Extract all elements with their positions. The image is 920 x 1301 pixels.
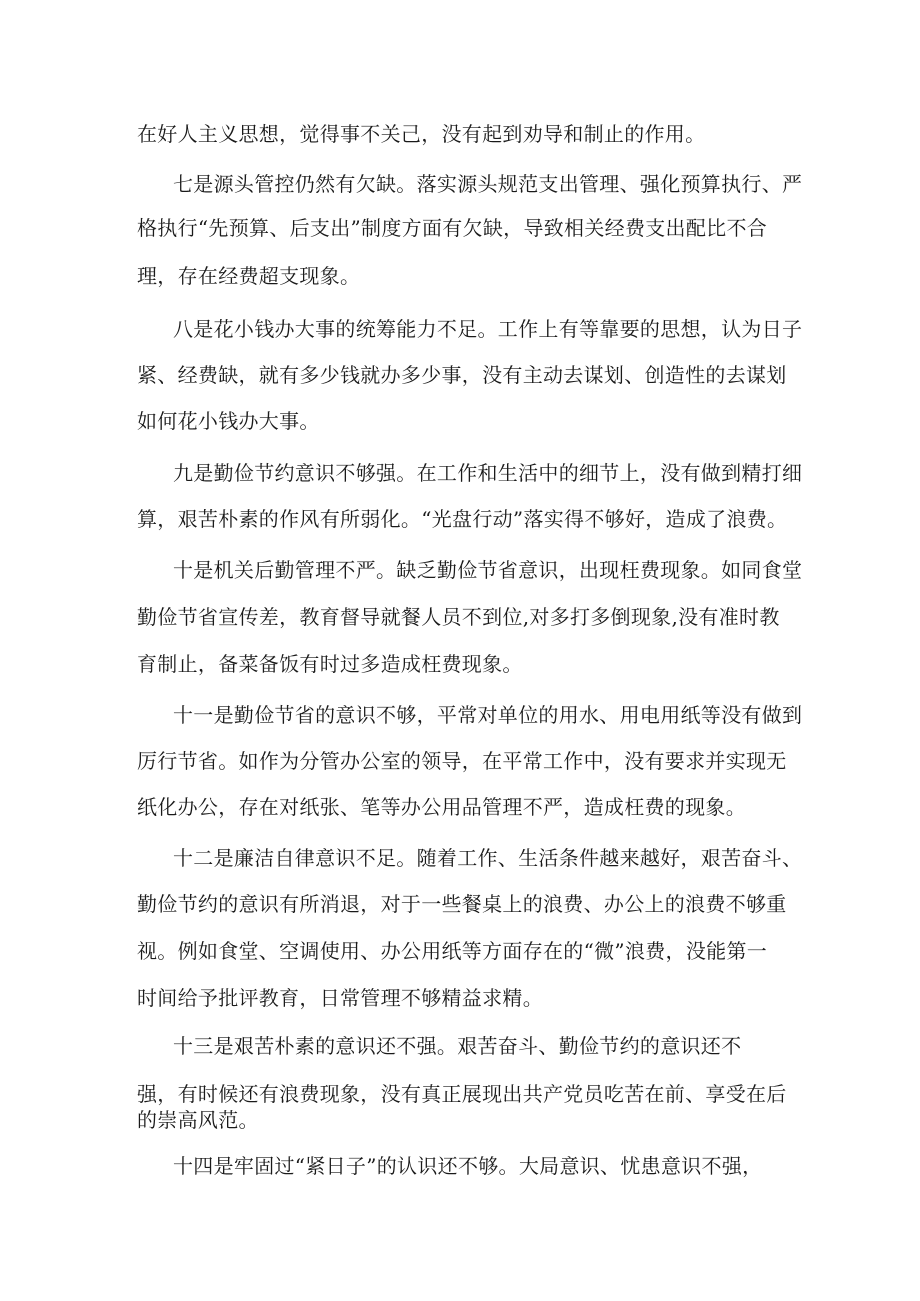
text-line: 视。例如食堂、空调使用、办公用纸等方面存在的“微”浪费，没能第一	[137, 939, 768, 963]
text-line: 十四是牢固过“紧日子”的认识还不够。大局意识、忧患意识不强，	[173, 1154, 763, 1178]
text-line: 十一是勤俭节省的意识不够，平常对单位的用水、用电用纸等没有做到	[173, 703, 803, 727]
text-line: 如何花小钱办大事。	[137, 409, 320, 433]
text-line: 十二是廉洁自律意识不足。随着工作、生活条件越来越好，艰苦奋斗、	[173, 846, 803, 870]
text-line: 时间给予批评教育，日常管理不够精益求精。	[137, 986, 543, 1010]
text-line: 八是花小钱办大事的统筹能力不足。工作上有等靠要的思想，认为日子	[173, 317, 803, 341]
text-line: 紧、经费缺，就有多少钱就办多少事，没有主动去谋划、创造性的去谋划	[137, 363, 787, 387]
text-line: 勤俭节省宣传差，教育督导就餐人员不到位,对多打多倒现象,没有准时教	[137, 605, 780, 629]
text-line: 十是机关后勤管理不严。缺乏勤俭节省意识，出现枉费现象。如同食堂	[173, 558, 803, 582]
text-line: 格执行“先预算、后支出”制度方面有欠缺，导致相关经费支出配比不合	[137, 216, 768, 240]
text-line: 九是勤俭节约意识不够强。在工作和生活中的细节上，没有做到精打细	[173, 461, 803, 485]
text-line: 在好人主义思想，觉得事不关己，没有起到劝导和制止的作用。	[137, 122, 706, 146]
text-line: 强，有时候还有浪费现象，没有真正展现出共产党员吃苦在前、享受在后	[137, 1082, 787, 1106]
text-line: 勤俭节约的意识有所消退，对于一些餐桌上的浪费、办公上的浪费不够重	[137, 892, 787, 916]
text-line: 算，艰苦朴素的作风有所弱化。“光盘行动”落实得不够好，造成了浪费。	[137, 507, 788, 531]
text-line: 育制止，备菜备饭有时过多造成枉费现象。	[137, 652, 523, 676]
text-line: 七是源头管控仍然有欠缺。落实源头规范支出管理、强化预算执行、严	[173, 172, 803, 196]
text-line: 厉行节省。如作为分管办公室的领导，在平常工作中，没有要求并实现无	[137, 749, 787, 773]
text-line: 十三是艰苦朴素的意识还不强。艰苦奋斗、勤俭节约的意识还不	[173, 1034, 742, 1058]
text-line: 理，存在经费超支现象。	[137, 264, 361, 288]
text-line: 纸化办公，存在对纸张、笔等办公用品管理不严，造成枉费的现象。	[137, 795, 746, 819]
text-line: 的崇高风范。	[137, 1108, 259, 1132]
